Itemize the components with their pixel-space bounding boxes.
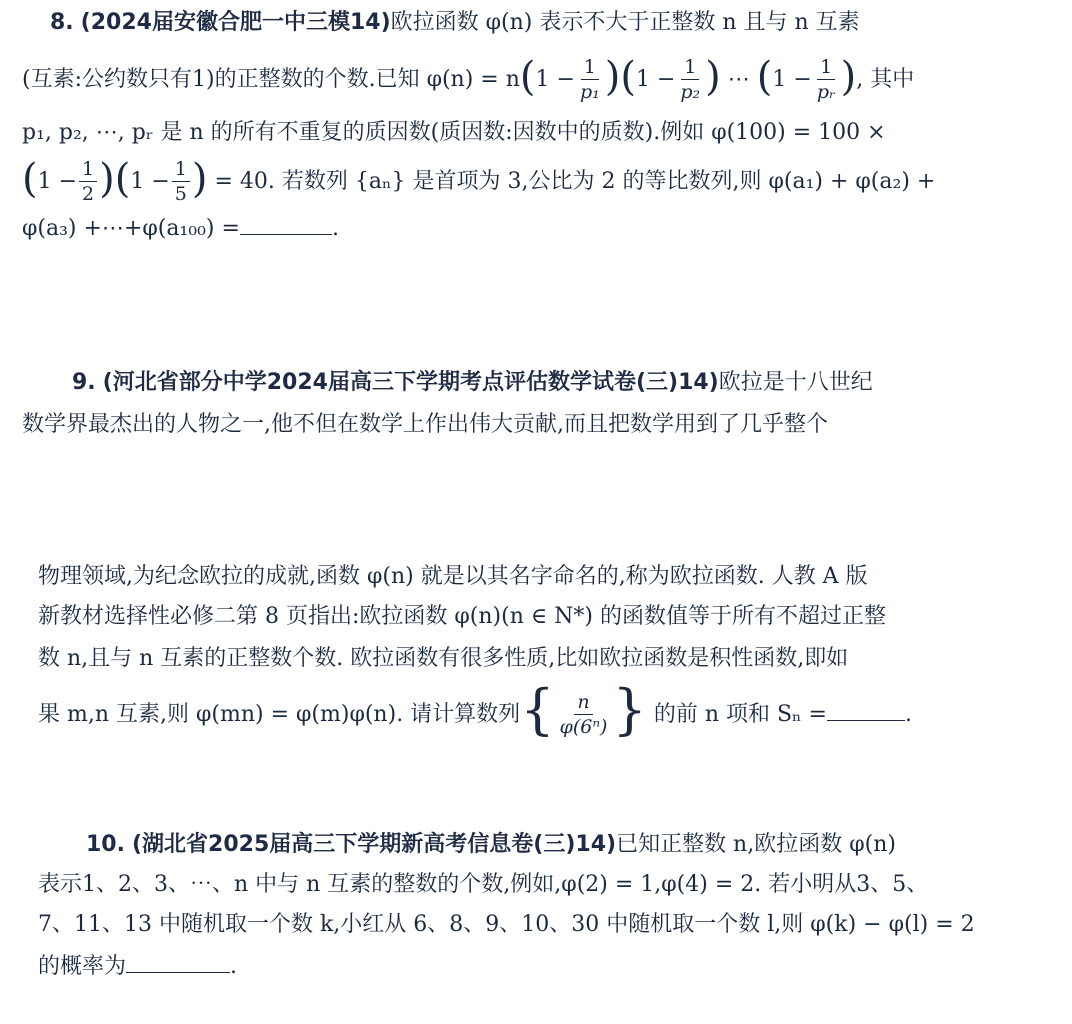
q9-text-1: 欧拉是十八世纪 — [718, 370, 873, 395]
q8-text-5: φ(a₃) +⋯+φ(a₁₀₀) = — [22, 216, 240, 241]
frac-1-over-p1: $\frac{1}{\text{p₁}}$ — [579, 56, 600, 103]
frac-1-over-p2: $\frac{1}{\text{p₂}}$ — [680, 56, 701, 103]
frac-n-over-phi-6n: $\frac{n}{\text{φ(6ⁿ)}}$ — [559, 691, 608, 738]
q9-source: (河北省部分中学2024届高三下学期考点评估数学试卷(三)14) — [102, 370, 719, 395]
q10-text-2: 表示1、2、3、⋯、n 中与 n 互素的整数的个数,例如,φ(2) = 1,φ(4) = 2. 若小明从3、5、 — [38, 872, 929, 897]
q8-source: (2024届安徽合肥一中三模14) — [80, 10, 391, 35]
q9-number: 9. — [72, 370, 96, 395]
frac-1-over-pr: $\frac{1}{\text{pᵣ}}$ — [816, 56, 836, 103]
q10-text-1: 已知正整数 n,欧拉函数 φ(n) — [616, 832, 896, 857]
q10-line-2 — [38, 870, 928, 900]
q10-text-3: 7、11、13 中随机取一个数 k,小红从 6、8、9、10、30 中随机取一个数 l,则 φ(k) − φ(l) = 2 — [38, 912, 975, 937]
q8-line-5: φ(a₃) +⋯+φ(a₁₀₀) = . — [22, 216, 339, 241]
q9-text-6a: 果 m,n 互素,则 φ(mn) = φ(m)φ(n). 请计算数列 — [38, 702, 521, 727]
q9-line-6: 果 m,n 互素,则 φ(mn) = φ(m)φ(n). 请计算数列{ $\frac{n}{\text{φ(6ⁿ)}}$ } 的前 n 项和 Sₙ = . — [38, 678, 912, 741]
q8-text-1: 欧拉函数 φ(n) 表示不大于正整数 n 且与 n 互素 — [390, 10, 860, 35]
q9-line-3 — [38, 562, 868, 592]
q10-text-4: 的概率为 — [38, 954, 127, 979]
q9-text-4: 新教材选择性必修二第 8 页指出:欧拉函数 φ(n)(n ∈ N*) 的函数值等于所有不超过正整 — [38, 604, 886, 629]
q9-text-5: 数 n,且与 n 互素的正整数个数. 欧拉函数有很多性质,比如欧拉函数是积性函数,即如 — [38, 646, 849, 671]
q9-text-6b: 的前 n 项和 Sₙ = — [653, 702, 827, 727]
frac-1-over-2: $\frac{1}{2}$ — [79, 160, 97, 204]
q10-line-3 — [38, 910, 975, 940]
q10-line-4: 的概率为 . — [38, 954, 238, 979]
q9-line-2 — [22, 410, 828, 440]
q8-line-1 — [50, 8, 860, 38]
q9-line-4 — [38, 602, 886, 632]
q10-line-1 — [86, 830, 896, 860]
q10-source: (湖北省2025届高三下学期新高考信息卷(三)14) — [131, 832, 617, 857]
q8-text-4b: = 40. 若数列 {aₙ} 是首项为 3,公比为 2 的等比数列,则 φ(a₁) + φ(a₂) + — [214, 169, 936, 194]
q8-line-2: (互素:公约数只有1)的正整数的个数.已知 φ(n) = n(1 − $\frac{1}{\text{p₁}}$ )(1 − $\frac{1}{\text{p₂}}$ ) ⋯ (1 − $\frac{1}{\text{pᵣ}}$ ), 其中 — [22, 54, 915, 103]
q9-line-1 — [72, 368, 873, 398]
q8-text-2b: , 其中 — [856, 67, 915, 92]
q8-text-2a: (互素:公约数只有1)的正整数的个数.已知 φ(n) = n — [22, 67, 520, 92]
q8-answer-blank[interactable] — [240, 230, 332, 235]
q9-text-2: 数学界最杰出的人物之一,他不但在数学上作出伟大贡献,而且把数学用到了几乎整个 — [22, 412, 828, 437]
q10-answer-blank[interactable] — [126, 968, 230, 973]
q10-number: 10. — [86, 832, 125, 857]
q8-number: 8. — [50, 10, 74, 35]
q9-line-5 — [38, 644, 848, 674]
q9-text-3: 物理领域,为纪念欧拉的成就,函数 φ(n) 就是以其名字命名的,称为欧拉函数. 人教 A 版 — [38, 564, 868, 589]
q9-answer-blank[interactable] — [827, 716, 905, 721]
q8-line-3 — [22, 118, 886, 148]
q8-line-4: (1 − $\frac{1}{2}$ )(1 − $\frac{1}{5}$ ) = 40. 若数列 {aₙ} 是首项为 3,公比为 2 的等比数列,则 φ(a₁) + φ(a₂) + — [22, 156, 936, 205]
q8-text-3: p₁, p₂, ⋯, pᵣ 是 n 的所有不重复的质因数(质因数:因数中的质数).例如 φ(100) = 100 × — [22, 120, 886, 145]
frac-1-over-5: $\frac{1}{5}$ — [172, 160, 190, 204]
